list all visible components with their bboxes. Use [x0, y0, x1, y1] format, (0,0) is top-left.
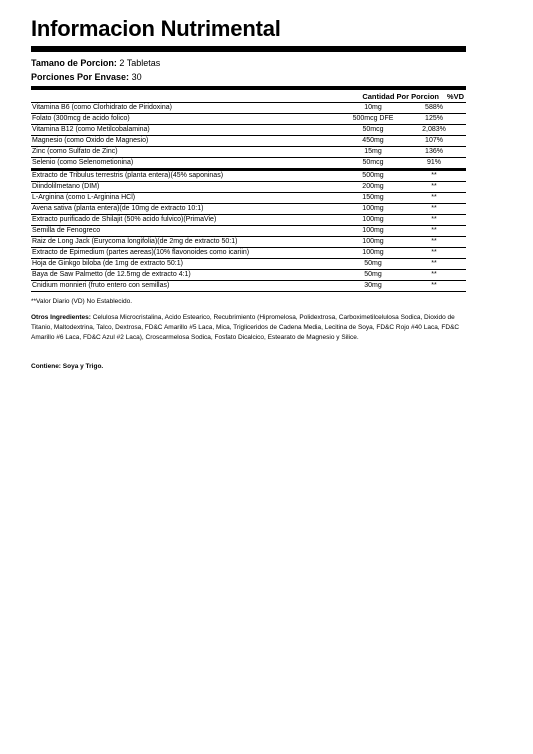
dv-value: ** — [431, 227, 437, 234]
amount-value: 100mg — [362, 249, 384, 256]
panel-title: Informacion Nutrimental — [31, 16, 281, 41]
ingredient-row — [31, 214, 466, 225]
serving-info — [31, 57, 466, 83]
dv-value: ** — [431, 282, 437, 289]
amount-value: 500mcg DFE — [352, 115, 394, 122]
ingredient-row — [31, 236, 466, 247]
ingredient-name: Diindolilmetano (DIM) — [32, 183, 100, 190]
dv-value: ** — [431, 249, 437, 256]
amount-value: 100mg — [362, 227, 384, 234]
ingredient-name: Vitamina B12 (como Metilcobalamina) — [32, 126, 150, 133]
ingredients-table — [31, 168, 466, 292]
vitamin-row — [31, 146, 466, 157]
servings-per-container-label: Porciones Por Envase: — [31, 72, 130, 82]
amount-value: 100mg — [362, 238, 384, 245]
ingredient-name: Selenio (como Selenometionina) — [32, 159, 134, 166]
servings-per-container-value: 30 — [131, 72, 142, 82]
ingredient-row — [31, 225, 466, 236]
dv-value: 2,083% — [422, 126, 446, 133]
other-ingredients-label: Otros Ingredientes: — [31, 314, 91, 321]
heavy-divider — [31, 46, 466, 52]
ingredient-row — [31, 168, 466, 181]
other-ingredients — [31, 313, 471, 343]
amount-value: 50mcg — [362, 159, 384, 166]
amount-value: 450mg — [362, 137, 384, 144]
ingredient-name: Vitamina B6 (como Clorhidrato de Piridoxina) — [32, 104, 172, 111]
ingredient-name: Baya de Saw Palmetto (de 12.5mg de extracto 4:1) — [32, 271, 191, 278]
ingredient-name: Magnesio (como Oxido de Magnesio) — [32, 137, 149, 144]
dv-value: ** — [431, 205, 437, 212]
amount-header: Cantidad Por Porcion — [362, 92, 439, 101]
dv-value: 136% — [425, 148, 443, 155]
ingredient-row — [31, 258, 466, 269]
dv-value: 125% — [425, 115, 443, 122]
vitamin-row — [31, 157, 466, 168]
amount-value: 200mg — [362, 183, 384, 190]
ingredient-row — [31, 247, 466, 258]
amount-value: 50mg — [364, 271, 382, 278]
ingredient-row — [31, 203, 466, 214]
dv-value: 107% — [425, 137, 443, 144]
serving-size — [31, 57, 466, 69]
dv-value: ** — [431, 260, 437, 267]
ingredient-name: Zinc (como Sulfato de Zinc) — [32, 148, 118, 155]
ingredient-name: Semilla de Fenogreco — [32, 227, 101, 234]
ingredient-name: Raiz de Long Jack (Eurycoma longifolia)(de 2mg de extracto 50:1) — [32, 238, 238, 245]
amount-value: 150mg — [362, 194, 384, 201]
ingredient-row — [31, 192, 466, 203]
serving-size-value: 2 Tabletas — [119, 58, 161, 68]
vitamin-row — [31, 113, 466, 124]
dv-value: ** — [431, 183, 437, 190]
ingredient-name: Extracto purificado de Shilajit (50% acido fulvico)(PrimaVie) — [32, 216, 217, 223]
ingredient-name: Extracto de Tribulus terrestris (planta entera)(45% saponinas) — [32, 172, 224, 179]
dv-value: ** — [431, 238, 437, 245]
other-ingredients-text: Celulosa Microcristalina, Acido Estearico, Recubrimiento (Hipromelosa, Polidextrosa, Carboximetilcelulosa Sodica, Dioxido de Titanio, Maltodextrina, Talco, Dextrosa, FD&C Amarillo #5 Laca, Mica, Trigliceridos de Cadena Media, Lecitina de Soya, FD&C Rojo #40 Laca, FD&C Amarillo #6 Laca, FD&C Azul #2 Laca), Croscarmelosa Sodica, Fosfato Dicalcico, Estearato de Magnesio y Silice. — [31, 314, 460, 341]
ingredient-name: Hoja de Ginkgo biloba (de 1mg de extracto 50:1) — [32, 260, 183, 267]
amount-value: 50mg — [364, 260, 382, 267]
ingredient-name: Avena sativa (planta entera)(de 10mg de extracto 10:1) — [32, 205, 204, 212]
ingredient-name: L-Arginina (como L-Arginina HCl) — [32, 194, 136, 201]
amount-value: 50mcg — [362, 126, 384, 133]
servings-per-container — [31, 71, 466, 83]
dv-value: ** — [431, 216, 437, 223]
dv-value: 588% — [425, 104, 443, 111]
amount-value: 100mg — [362, 205, 384, 212]
dv-value: ** — [431, 172, 437, 179]
dv-value: ** — [431, 194, 437, 201]
ingredient-row — [31, 181, 466, 192]
ingredient-row — [31, 269, 466, 280]
ingredient-name: Cnidium monnieri (fruto entero con semillas) — [32, 282, 170, 289]
vitamin-row — [31, 135, 466, 146]
amount-value: 15mg — [364, 148, 382, 155]
vitamin-row — [31, 102, 466, 113]
amount-value: 30mg — [364, 282, 382, 289]
dv-footnote: **Valor Diario (VD) No Establecido. — [31, 298, 133, 305]
nutrition-facts-panel — [31, 16, 466, 370]
amount-value: 500mg — [362, 172, 384, 179]
ingredient-name: Extracto de Epimedium (partes aereas)(10% flavonoides como icariin) — [32, 249, 250, 256]
ingredient-row — [31, 280, 466, 292]
amount-value: 10mg — [364, 104, 382, 111]
allergen-statement: Contiene: Soya y Trigo. — [31, 363, 104, 370]
vitamins-table — [31, 102, 466, 168]
vitamin-row — [31, 124, 466, 135]
serving-size-label: Tamano de Porcion: — [31, 58, 117, 68]
dv-header: %VD — [446, 92, 464, 101]
amount-value: 100mg — [362, 216, 384, 223]
table-header — [31, 90, 466, 102]
ingredient-name: Folato (300mcg de acido folico) — [32, 115, 130, 122]
dv-value: 91% — [426, 159, 441, 166]
dv-value: ** — [431, 271, 437, 278]
